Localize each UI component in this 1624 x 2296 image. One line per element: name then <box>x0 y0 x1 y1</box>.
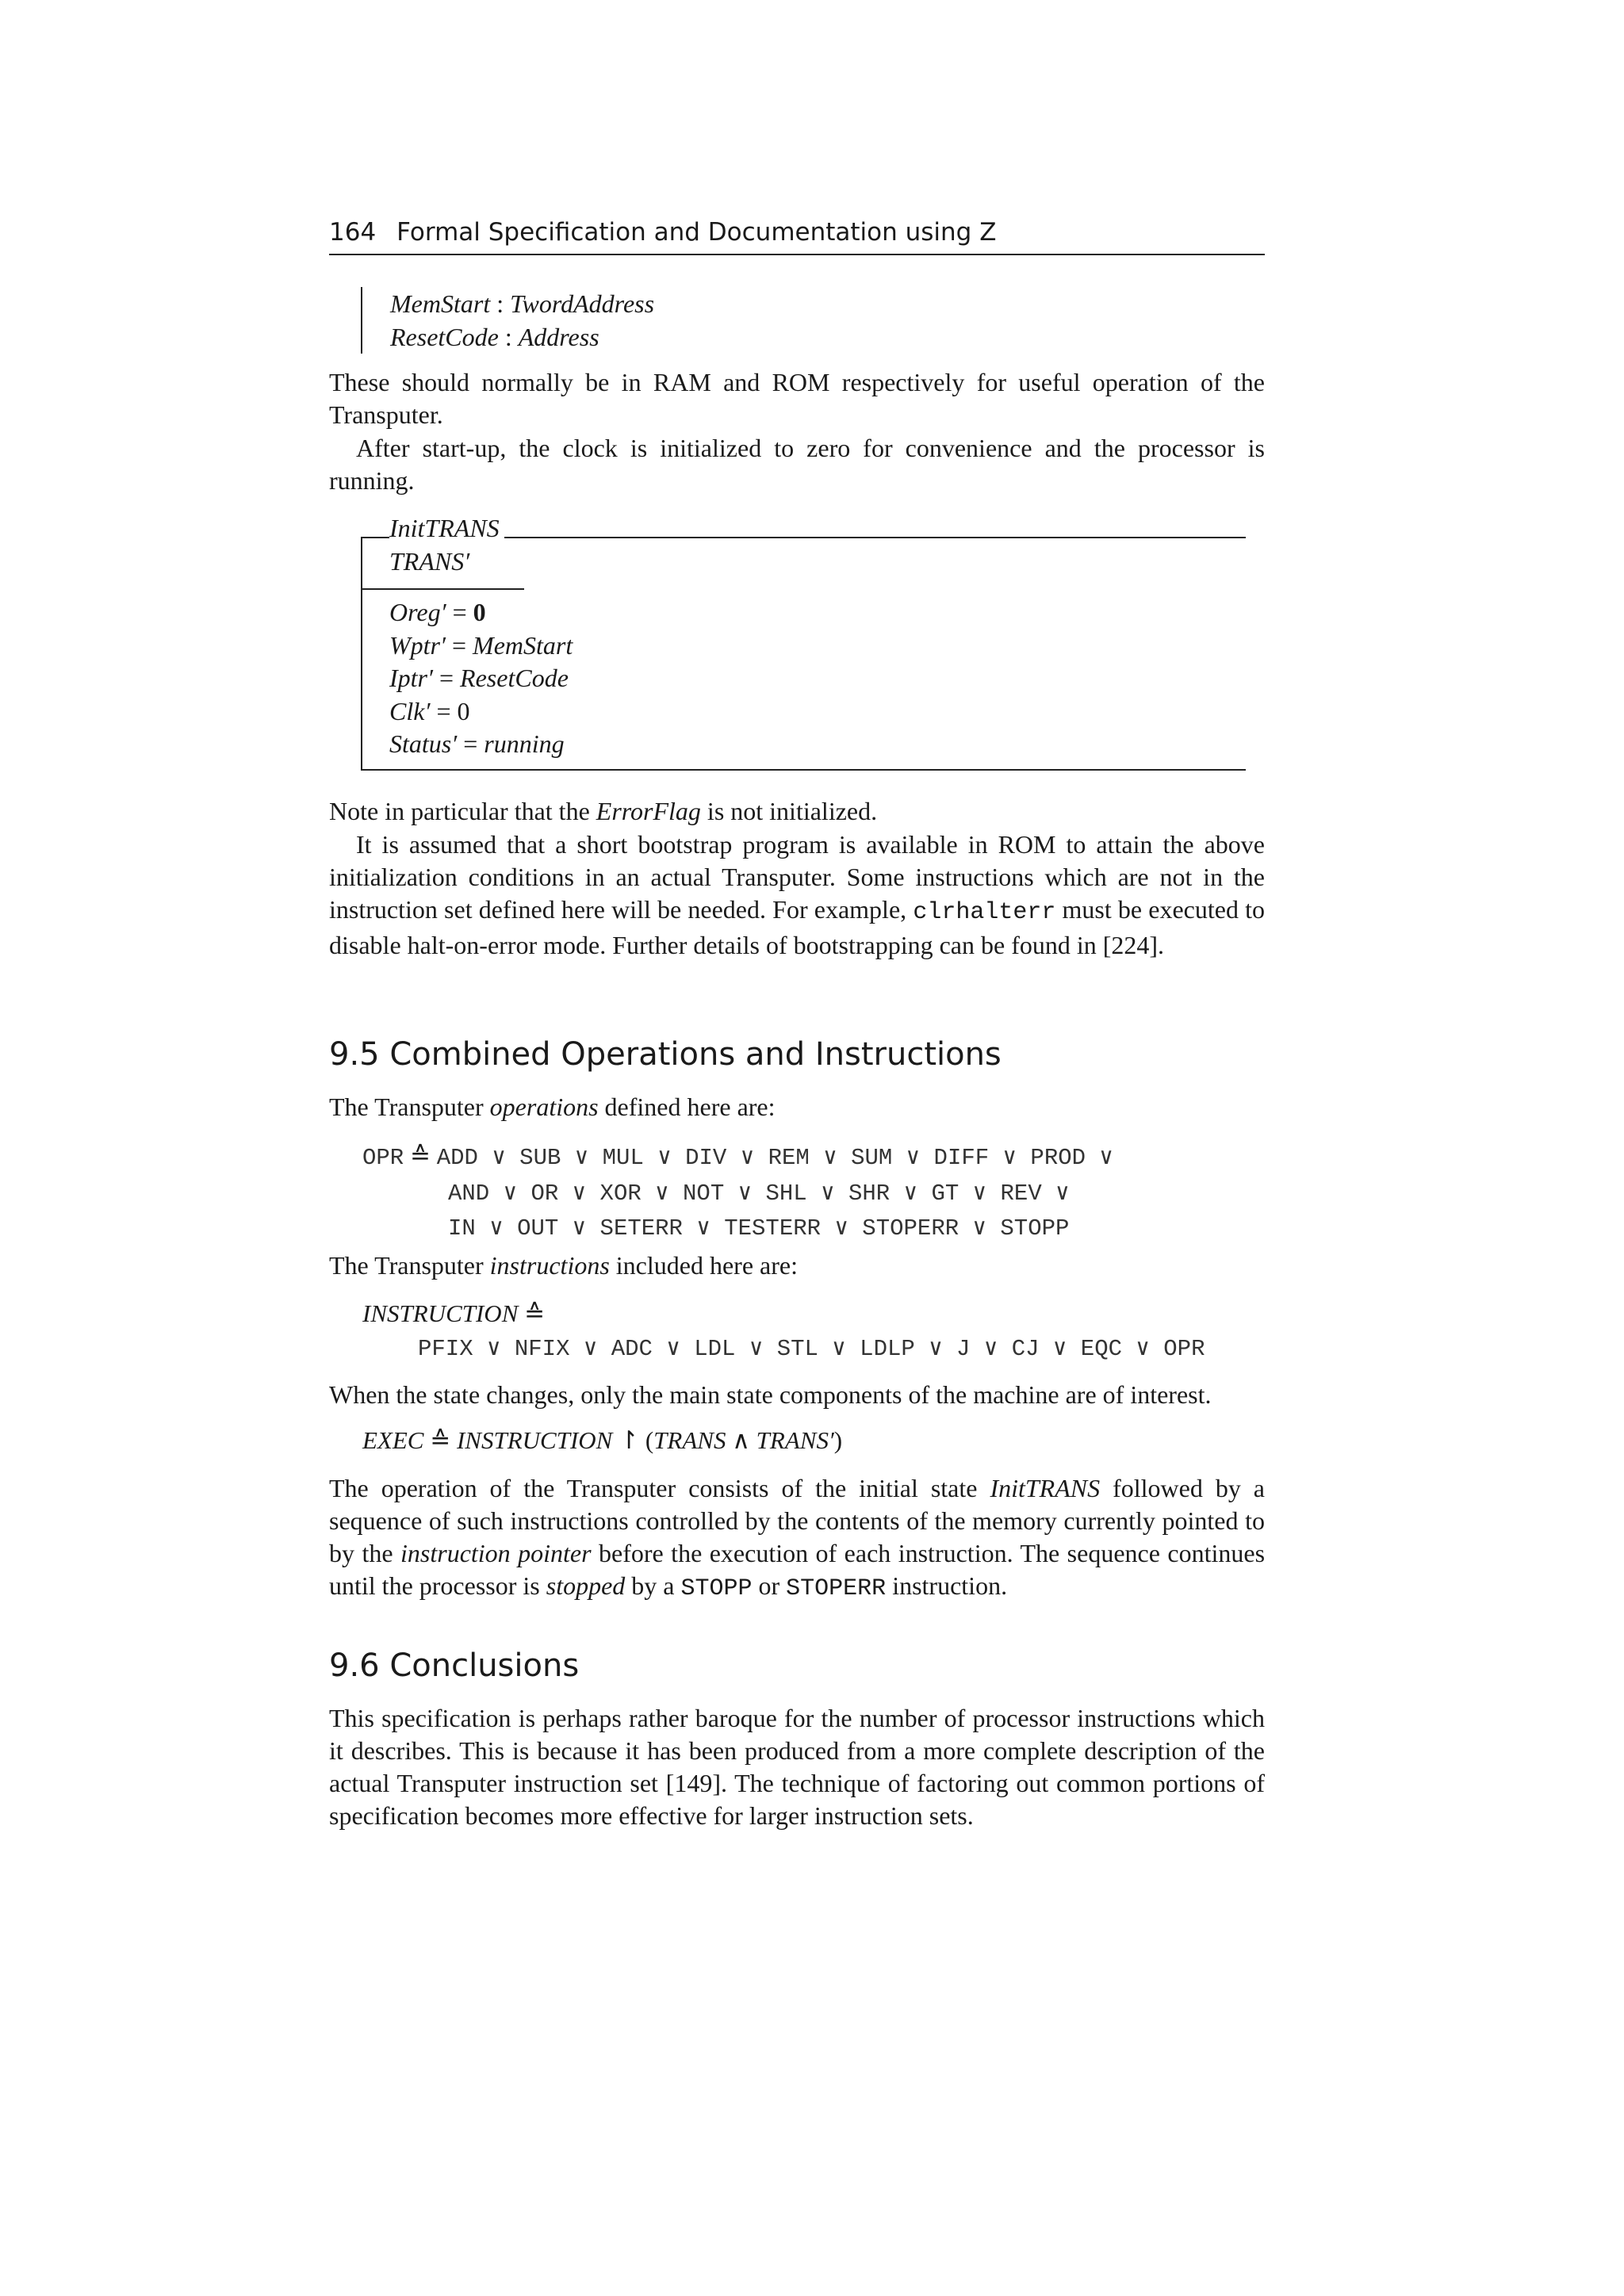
section-heading-9-5: 9.5 Combined Operations and Instructions <box>329 1036 1002 1073</box>
pred-lhs: Oreg′ <box>389 598 446 626</box>
exec-name: EXEC <box>362 1426 424 1454</box>
text: by a <box>625 1571 681 1600</box>
opr-line <box>362 1175 1113 1211</box>
axiom-colon: : <box>498 323 519 351</box>
term: ErrorFlag <box>596 797 701 825</box>
text: instruction. <box>886 1571 1008 1600</box>
exec-definition <box>362 1424 842 1457</box>
schema-left-rule <box>361 537 362 770</box>
exec-term: TRANS′ <box>756 1426 834 1454</box>
schema-predicates <box>389 596 573 761</box>
exec-term: INSTRUCTION <box>456 1426 613 1454</box>
def-symbol: ≙ <box>409 1142 431 1169</box>
opr-terms: AND ∨ OR ∨ XOR ∨ NOT ∨ SHL ∨ SHR ∨ GT ∨ REV ∨ <box>448 1180 1070 1207</box>
text: The Transputer <box>329 1251 490 1280</box>
pred-lhs: Clk′ <box>389 696 431 725</box>
instruction-definition <box>362 1297 1205 1365</box>
opr-name: OPR <box>362 1145 404 1171</box>
restrict-symbol: ↾ ( <box>612 1426 654 1454</box>
def-symbol: ≙ <box>430 1426 451 1454</box>
code: STOPP <box>680 1575 753 1602</box>
axiom-line <box>390 287 654 320</box>
pred-eq: = <box>457 729 485 758</box>
pred-eq: = <box>446 630 473 660</box>
text: Note in particular that the <box>329 797 596 825</box>
paragraph-ram-rom: These should normally be in RAM and ROM respectively for useful operation of the Transputer. <box>329 368 1265 429</box>
axiom-var: MemStart <box>390 289 491 318</box>
opr-terms: IN ∨ OUT ∨ SETERR ∨ TESTERR ∨ STOPERR ∨ STOPP <box>448 1215 1070 1242</box>
opr-line <box>362 1210 1113 1246</box>
term: instruction pointer <box>400 1539 592 1567</box>
text: The operation of the Transputer consists of the initial state <box>329 1474 990 1502</box>
pred-lhs: Wptr′ <box>389 630 446 660</box>
opr-line <box>362 1139 1113 1175</box>
text: before the execution of each instruction. The sequence continues until the processor is <box>329 1539 1266 1600</box>
code: clrhalterr <box>913 899 1056 926</box>
schema-divider <box>361 588 524 590</box>
section-heading-9-6: 9.6 Conclusions <box>329 1647 580 1684</box>
text: or <box>752 1571 787 1600</box>
opr-definition <box>362 1139 1113 1246</box>
predicate-line <box>389 728 573 761</box>
text: followed by a sequence of such instructions controlled by the contents of the memory currently pointed to by the <box>329 1474 1266 1567</box>
text: It is assumed that a short bootstrap program is available in ROM to attain the above initialization conditions in an actual Transputer. Some instructions which are not in the instruction set defined here will be needed. For example, <box>329 830 1265 924</box>
pred-lhs: Status′ <box>389 729 458 758</box>
predicate-line <box>389 662 573 695</box>
paragraph-operation-sequence <box>329 1472 1265 1605</box>
pred-rhs: running <box>484 729 565 758</box>
predicate-line <box>389 629 573 663</box>
axiomatic-definition <box>361 287 654 354</box>
predicate-line <box>389 596 573 629</box>
axiom-colon: : <box>490 289 511 318</box>
axiom-type: TwordAddress <box>510 289 655 318</box>
term: operations <box>489 1093 599 1121</box>
pred-rhs: 0 <box>473 598 486 626</box>
schema-bottom-rule <box>361 769 1246 771</box>
text: defined here are: <box>598 1093 776 1121</box>
pred-eq: = <box>430 696 458 725</box>
axiom-line <box>390 320 654 354</box>
page-number: 164 <box>329 218 377 247</box>
axiom-type: Address <box>518 323 599 351</box>
text: included here are: <box>609 1251 798 1280</box>
pred-lhs: Iptr′ <box>389 664 433 692</box>
paragraph-conclusions: This specification is perhaps rather baroque for the number of processor instructions which it describes. This is because it has been produced from a more complete description of the actual Transputer instruction set [149]. The technique of factoring out common portions of specification becomes more effective for larger instruction sets. <box>329 1704 1265 1830</box>
schema-declaration: TRANS′ <box>389 547 470 576</box>
instruction-line <box>362 1330 1205 1366</box>
paragraph-operations-intro <box>329 1091 1265 1123</box>
pred-rhs: MemStart <box>473 630 573 660</box>
instruction-name: INSTRUCTION <box>362 1299 519 1327</box>
paragraph-state-change: When the state changes, only the main state components of the machine are of interest. <box>329 1380 1212 1409</box>
def-symbol: ≙ <box>524 1299 546 1327</box>
schema-name: InitTRANS <box>389 512 504 544</box>
predicate-line <box>389 695 573 729</box>
running-head <box>329 214 1265 255</box>
text: The Transputer <box>329 1093 490 1121</box>
term: InitTRANS <box>990 1474 1101 1502</box>
text: is not initialized. <box>700 797 878 825</box>
pred-eq: = <box>433 664 461 692</box>
pred-eq: = <box>446 598 473 626</box>
term: stopped <box>546 1571 626 1600</box>
axiom-var: ResetCode <box>390 323 499 351</box>
opr-terms: ADD ∨ SUB ∨ MUL ∨ DIV ∨ REM ∨ SUM ∨ DIFF ∨ PROD ∨ <box>436 1145 1113 1171</box>
paragraph-instructions-intro <box>329 1249 1265 1282</box>
instruction-line <box>362 1297 1205 1330</box>
book-title: Formal Specification and Documentation using Z <box>396 218 997 247</box>
and-symbol: ∧ <box>726 1426 756 1454</box>
text: must be executed to disable halt-on-error mode. Further details of bootstrapping can be found in [224]. <box>329 895 1266 959</box>
paragraph-startup: After start-up, the clock is initialized to zero for convenience and the processor is running. <box>329 434 1265 495</box>
instruction-terms: PFIX ∨ NFIX ∨ ADC ∨ LDL ∨ STL ∨ LDLP ∨ J ∨ CJ ∨ EQC ∨ OPR <box>418 1335 1205 1362</box>
pred-rhs: ResetCode <box>460 664 569 692</box>
term: instructions <box>489 1251 610 1280</box>
pred-rhs: 0 <box>457 696 470 725</box>
paren: ) <box>833 1426 843 1454</box>
code: STOPERR <box>786 1575 887 1602</box>
paragraph-errorflag <box>329 795 1265 828</box>
paragraph-bootstrap <box>329 828 1265 962</box>
exec-term: TRANS <box>653 1426 726 1454</box>
